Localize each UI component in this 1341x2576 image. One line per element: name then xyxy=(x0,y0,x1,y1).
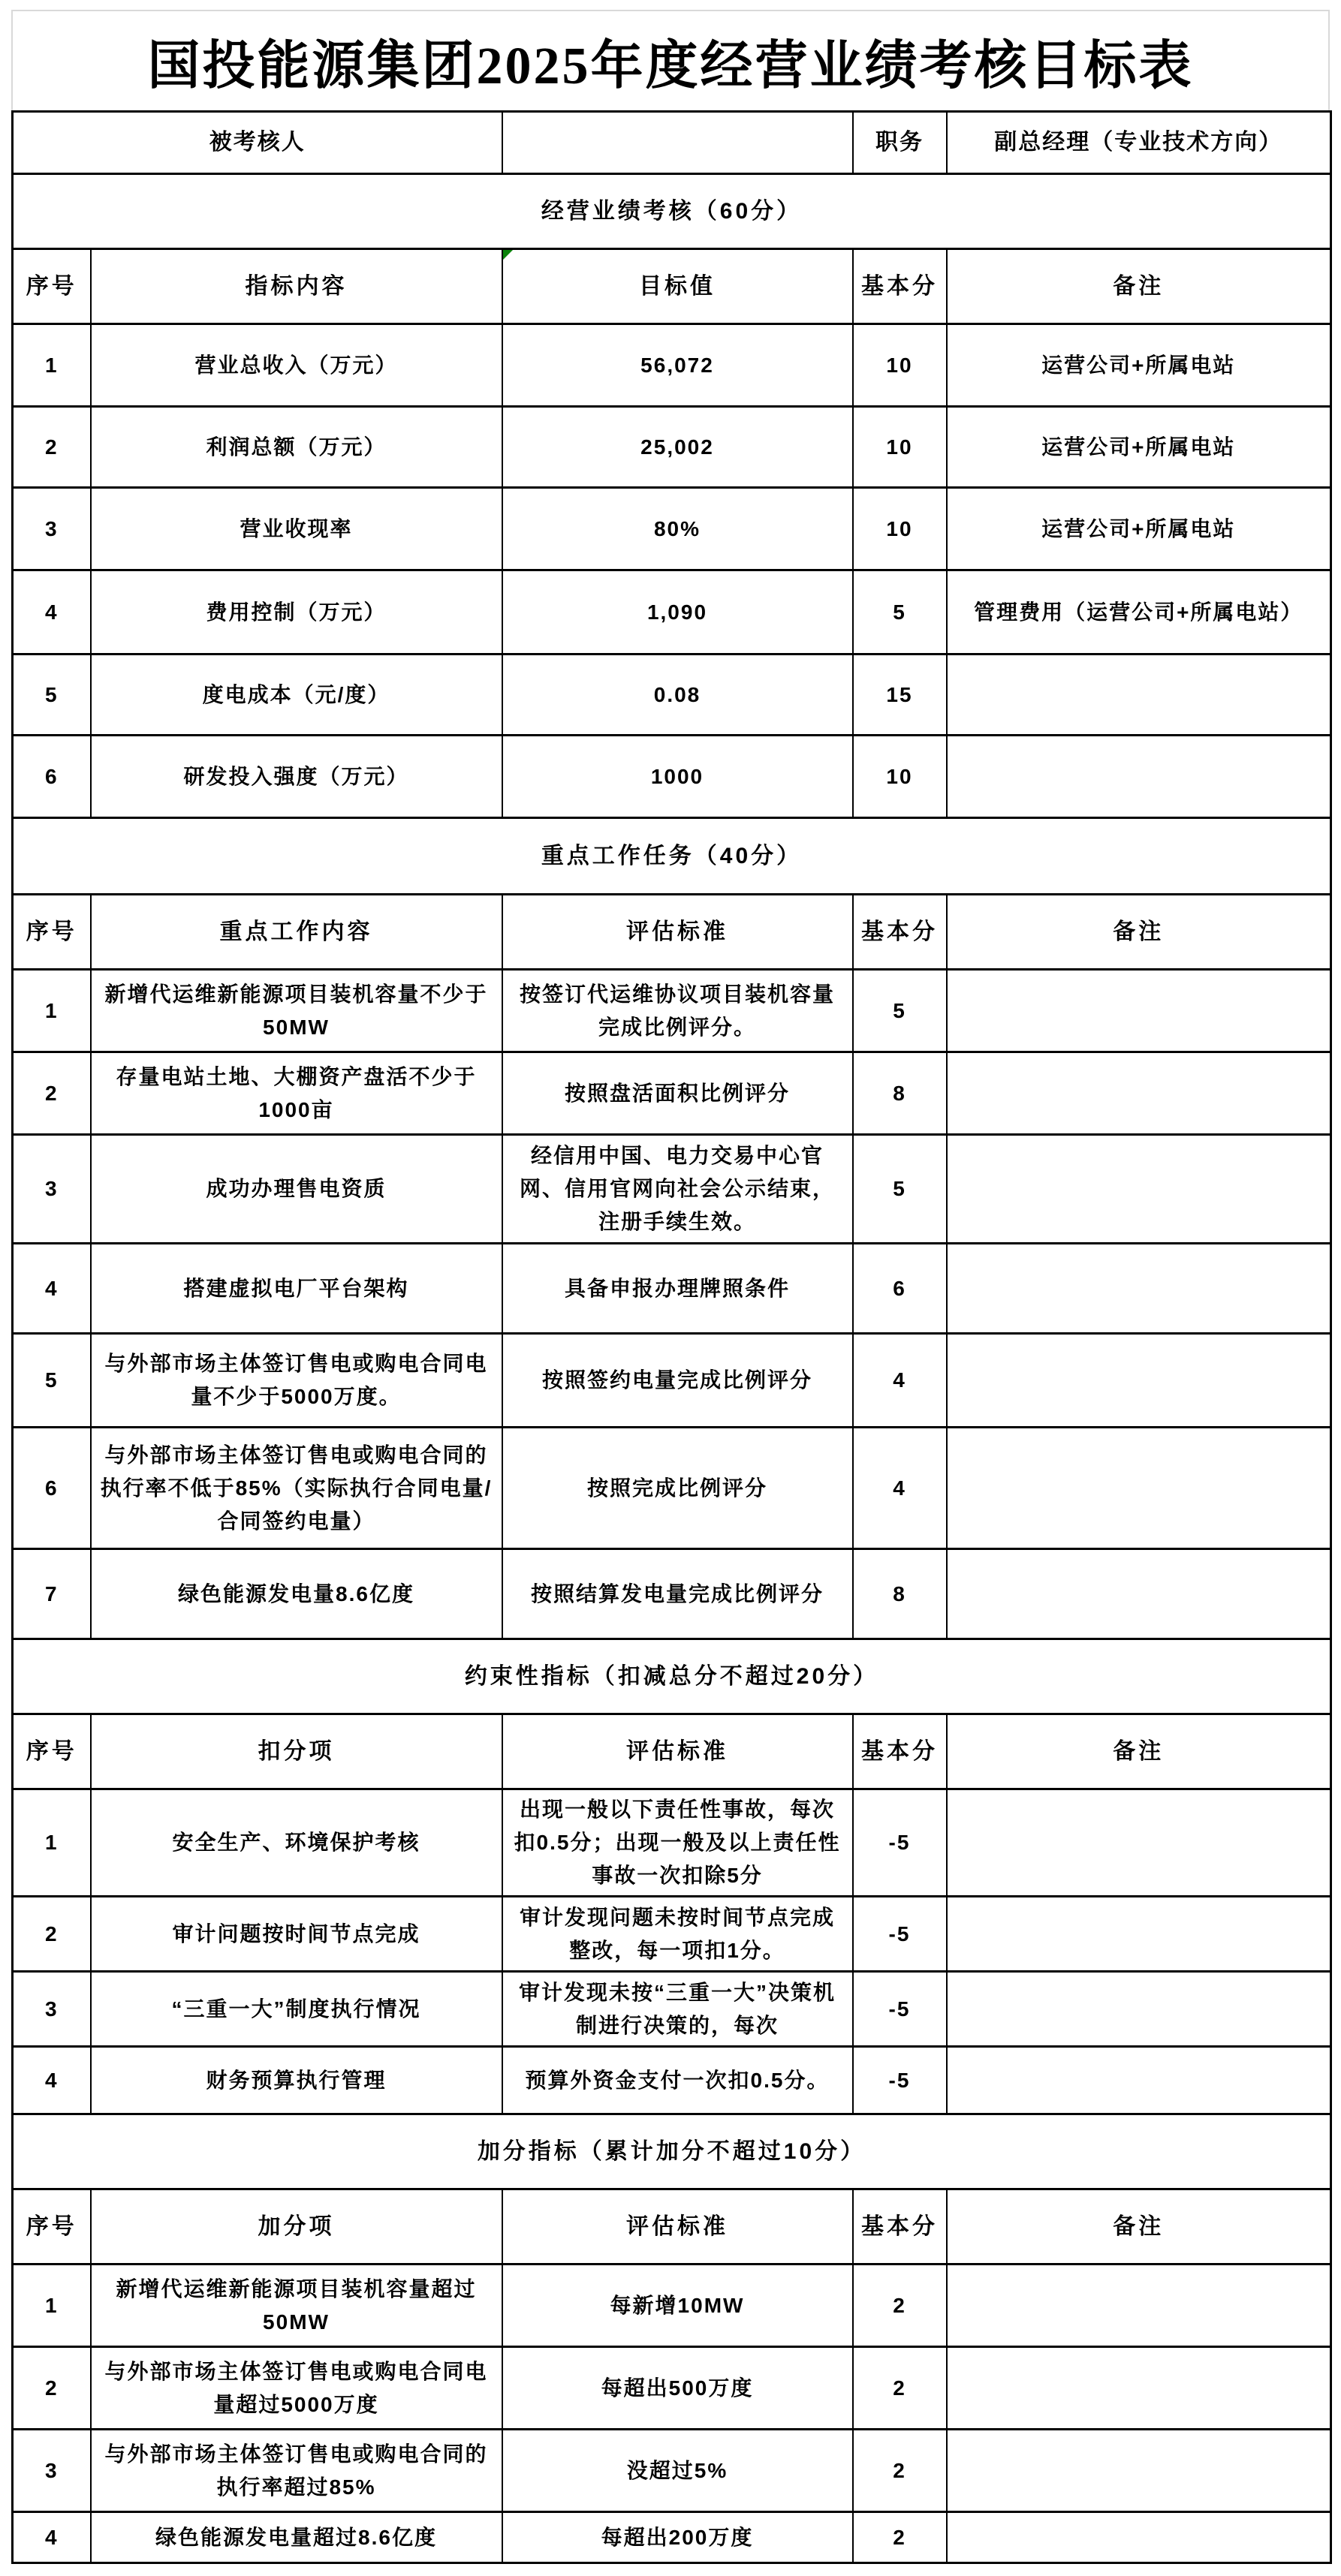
table-row xyxy=(13,736,1331,818)
cell-target: 每新增10MW xyxy=(502,2265,853,2347)
cell-note xyxy=(947,1334,1331,1428)
cell-content: 安全生产、环境保护考核 xyxy=(91,1789,502,1897)
cell-score: 10 xyxy=(853,324,947,407)
cell-note xyxy=(947,2047,1331,2114)
column-header-score: 基本分 xyxy=(853,1714,947,1789)
table-row xyxy=(13,1972,1331,2047)
cell-score: -5 xyxy=(853,1897,947,1972)
column-header-score: 基本分 xyxy=(853,895,947,970)
cell-seq: 1 xyxy=(13,2265,91,2347)
cell-note: 管理费用（运营公司+所属电站） xyxy=(947,570,1331,655)
cell-seq: 3 xyxy=(13,1972,91,2047)
cell-note xyxy=(947,1789,1331,1897)
cell-note xyxy=(947,1135,1331,1244)
cell-score: 10 xyxy=(853,407,947,488)
cell-target: 出现一般以下责任性事故，每次扣0.5分；出现一般及以上责任性事故一次扣除5分 xyxy=(502,1789,853,1897)
cell-target: 具备申报办理牌照条件 xyxy=(502,1244,853,1334)
table-row xyxy=(13,1244,1331,1334)
cell-target: 按照盘活面积比例评分 xyxy=(502,1052,853,1135)
column-header-content: 加分项 xyxy=(91,2189,502,2265)
cell-target: 1,090 xyxy=(502,570,853,655)
cell-seq: 2 xyxy=(13,407,91,488)
column-header-seq: 序号 xyxy=(13,1714,91,1789)
column-header-target: 评估标准 xyxy=(502,1714,853,1789)
cell-note xyxy=(947,1428,1331,1549)
cell-target: 0.08 xyxy=(502,655,853,736)
cell-score: 6 xyxy=(853,1244,947,1334)
column-header-target xyxy=(502,249,853,324)
column-header-note: 备注 xyxy=(947,2189,1331,2265)
cell-score: 5 xyxy=(853,1135,947,1244)
cell-note: 运营公司+所属电站 xyxy=(947,488,1331,570)
column-header-score: 基本分 xyxy=(853,249,947,324)
cell-target: 25,002 xyxy=(502,407,853,488)
cell-note xyxy=(947,1897,1331,1972)
column-header-seq: 序号 xyxy=(13,895,91,970)
cell-seq: 4 xyxy=(13,1244,91,1334)
cell-seq: 6 xyxy=(13,736,91,818)
table-row xyxy=(13,970,1331,1052)
cell-score: 10 xyxy=(853,488,947,570)
cell-note xyxy=(947,970,1331,1052)
cell-target: 预算外资金支付一次扣0.5分。 xyxy=(502,2047,853,2114)
assessee-row xyxy=(13,112,1331,174)
column-header-content: 指标内容 xyxy=(91,249,502,324)
cell-content: 审计问题按时间节点完成 xyxy=(91,1897,502,1972)
cell-target: 没超过5% xyxy=(502,2430,853,2512)
cell-seq: 4 xyxy=(13,570,91,655)
table-row xyxy=(13,2265,1331,2347)
cell-note: 运营公司+所属电站 xyxy=(947,407,1331,488)
cell-content: 存量电站土地、大棚资产盘活不少于1000亩 xyxy=(91,1052,502,1135)
column-header-label: 目标值 xyxy=(639,273,716,299)
column-header-row xyxy=(13,895,1331,970)
assessment-table xyxy=(11,110,1332,2564)
cell-content: 营业总收入（万元） xyxy=(91,324,502,407)
assessment-sheet xyxy=(11,10,1330,2564)
cell-content: 与外部市场主体签订售电或购电合同电量超过5000万度 xyxy=(91,2347,502,2430)
table-row xyxy=(13,655,1331,736)
table-row xyxy=(13,407,1331,488)
cell-content: 研发投入强度（万元） xyxy=(91,736,502,818)
section-header-row xyxy=(13,1639,1331,1714)
cell-target: 按照结算发电量完成比例评分 xyxy=(502,1549,853,1639)
cell-target: 1000 xyxy=(502,736,853,818)
section-header-row xyxy=(13,818,1331,895)
cell-score: -5 xyxy=(853,1789,947,1897)
column-header-target: 评估标准 xyxy=(502,2189,853,2265)
cell-content: “三重一大”制度执行情况 xyxy=(91,1972,502,2047)
cell-score: 2 xyxy=(853,2430,947,2512)
cell-content: 与外部市场主体签订售电或购电合同电量不少于5000万度。 xyxy=(91,1334,502,1428)
cell-note xyxy=(947,1052,1331,1135)
cell-score: 2 xyxy=(853,2265,947,2347)
table-row xyxy=(13,1549,1331,1639)
cell-seq: 3 xyxy=(13,488,91,570)
table-row xyxy=(13,1135,1331,1244)
cell-seq: 5 xyxy=(13,655,91,736)
cell-score: -5 xyxy=(853,2047,947,2114)
cell-score: 5 xyxy=(853,970,947,1052)
table-row xyxy=(13,570,1331,655)
column-header-seq: 序号 xyxy=(13,2189,91,2265)
table-row xyxy=(13,1334,1331,1428)
cell-target: 按签订代运维协议项目装机容量完成比例评分。 xyxy=(502,970,853,1052)
column-header-note: 备注 xyxy=(947,1714,1331,1789)
cell-target: 56,072 xyxy=(502,324,853,407)
cell-seq: 2 xyxy=(13,1052,91,1135)
table-row xyxy=(13,1428,1331,1549)
column-header-seq: 序号 xyxy=(13,249,91,324)
column-header-content: 扣分项 xyxy=(91,1714,502,1789)
cell-seq: 2 xyxy=(13,2347,91,2430)
cell-note: 运营公司+所属电站 xyxy=(947,324,1331,407)
cell-target: 每超出200万度 xyxy=(502,2512,853,2563)
section-header: 重点工作任务（40分） xyxy=(13,818,1331,895)
cell-note xyxy=(947,2512,1331,2563)
cell-content: 与外部市场主体签订售电或购电合同的执行率超过85% xyxy=(91,2430,502,2512)
table-row xyxy=(13,2047,1331,2114)
section-header-row xyxy=(13,2114,1331,2189)
note-marker-icon xyxy=(503,250,513,260)
cell-target: 按照完成比例评分 xyxy=(502,1428,853,1549)
table-row xyxy=(13,1052,1331,1135)
cell-content: 利润总额（万元） xyxy=(91,407,502,488)
cell-content: 度电成本（元/度） xyxy=(91,655,502,736)
table-row xyxy=(13,488,1331,570)
cell-target: 80% xyxy=(502,488,853,570)
cell-content: 新增代运维新能源项目装机容量超过50MW xyxy=(91,2265,502,2347)
cell-target: 审计发现未按“三重一大”决策机制进行决策的，每次 xyxy=(502,1972,853,2047)
cell-content: 与外部市场主体签订售电或购电合同的执行率不低于85%（实际执行合同电量/合同签约电量） xyxy=(91,1428,502,1549)
cell-content: 财务预算执行管理 xyxy=(91,2047,502,2114)
cell-content: 绿色能源发电量8.6亿度 xyxy=(91,1549,502,1639)
cell-score: 15 xyxy=(853,655,947,736)
cell-content: 新增代运维新能源项目装机容量不少于50MW xyxy=(91,970,502,1052)
page-title: 国投能源集团2025年度经营业绩考核目标表 xyxy=(147,37,1194,95)
cell-seq: 5 xyxy=(13,1334,91,1428)
table-row xyxy=(13,2430,1331,2512)
section-header-row xyxy=(13,174,1331,249)
cell-seq: 3 xyxy=(13,2430,91,2512)
cell-score: 2 xyxy=(853,2512,947,2563)
section-header: 加分指标（累计加分不超过10分） xyxy=(13,2114,1331,2189)
title-block xyxy=(11,10,1330,110)
cell-target: 经信用中国、电力交易中心官网、信用官网向社会公示结束，注册手续生效。 xyxy=(502,1135,853,1244)
column-header-row xyxy=(13,249,1331,324)
cell-score: -5 xyxy=(853,1972,947,2047)
column-header-row xyxy=(13,1714,1331,1789)
position-value-cell: 副总经理（专业技术方向） xyxy=(947,112,1331,174)
cell-note xyxy=(947,2347,1331,2430)
cell-seq: 6 xyxy=(13,1428,91,1549)
cell-seq: 4 xyxy=(13,2047,91,2114)
column-header-note: 备注 xyxy=(947,249,1331,324)
column-header-content: 重点工作内容 xyxy=(91,895,502,970)
cell-note xyxy=(947,1244,1331,1334)
cell-score: 8 xyxy=(853,1052,947,1135)
cell-note xyxy=(947,1549,1331,1639)
cell-seq: 4 xyxy=(13,2512,91,2563)
cell-seq: 1 xyxy=(13,1789,91,1897)
position-label-cell: 职务 xyxy=(853,112,947,174)
cell-seq: 1 xyxy=(13,324,91,407)
section-header: 约束性指标（扣减总分不超过20分） xyxy=(13,1639,1331,1714)
table-row xyxy=(13,1897,1331,1972)
column-header-note: 备注 xyxy=(947,895,1331,970)
section-header: 经营业绩考核（60分） xyxy=(13,174,1331,249)
cell-content: 费用控制（万元） xyxy=(91,570,502,655)
cell-note xyxy=(947,2265,1331,2347)
cell-score: 4 xyxy=(853,1334,947,1428)
assessee-label-cell: 被考核人 xyxy=(13,112,502,174)
cell-target: 每超出500万度 xyxy=(502,2347,853,2430)
cell-score: 10 xyxy=(853,736,947,818)
cell-target: 按照签约电量完成比例评分 xyxy=(502,1334,853,1428)
cell-note xyxy=(947,736,1331,818)
cell-note xyxy=(947,2430,1331,2512)
cell-note xyxy=(947,1972,1331,2047)
assessee-value-cell xyxy=(502,112,853,174)
cell-content: 成功办理售电资质 xyxy=(91,1135,502,1244)
column-header-score: 基本分 xyxy=(853,2189,947,2265)
cell-content: 绿色能源发电量超过8.6亿度 xyxy=(91,2512,502,2563)
column-header-target: 评估标准 xyxy=(502,895,853,970)
column-header-row xyxy=(13,2189,1331,2265)
cell-seq: 3 xyxy=(13,1135,91,1244)
cell-note xyxy=(947,655,1331,736)
cell-score: 5 xyxy=(853,570,947,655)
table-row xyxy=(13,2347,1331,2430)
table-row xyxy=(13,2512,1331,2563)
cell-seq: 2 xyxy=(13,1897,91,1972)
cell-score: 4 xyxy=(853,1428,947,1549)
table-row xyxy=(13,1789,1331,1897)
cell-seq: 7 xyxy=(13,1549,91,1639)
cell-content: 营业收现率 xyxy=(91,488,502,570)
cell-content: 搭建虚拟电厂平台架构 xyxy=(91,1244,502,1334)
table-row xyxy=(13,324,1331,407)
cell-score: 8 xyxy=(853,1549,947,1639)
cell-score: 2 xyxy=(853,2347,947,2430)
cell-target: 审计发现问题未按时间节点完成整改，每一项扣1分。 xyxy=(502,1897,853,1972)
cell-seq: 1 xyxy=(13,970,91,1052)
